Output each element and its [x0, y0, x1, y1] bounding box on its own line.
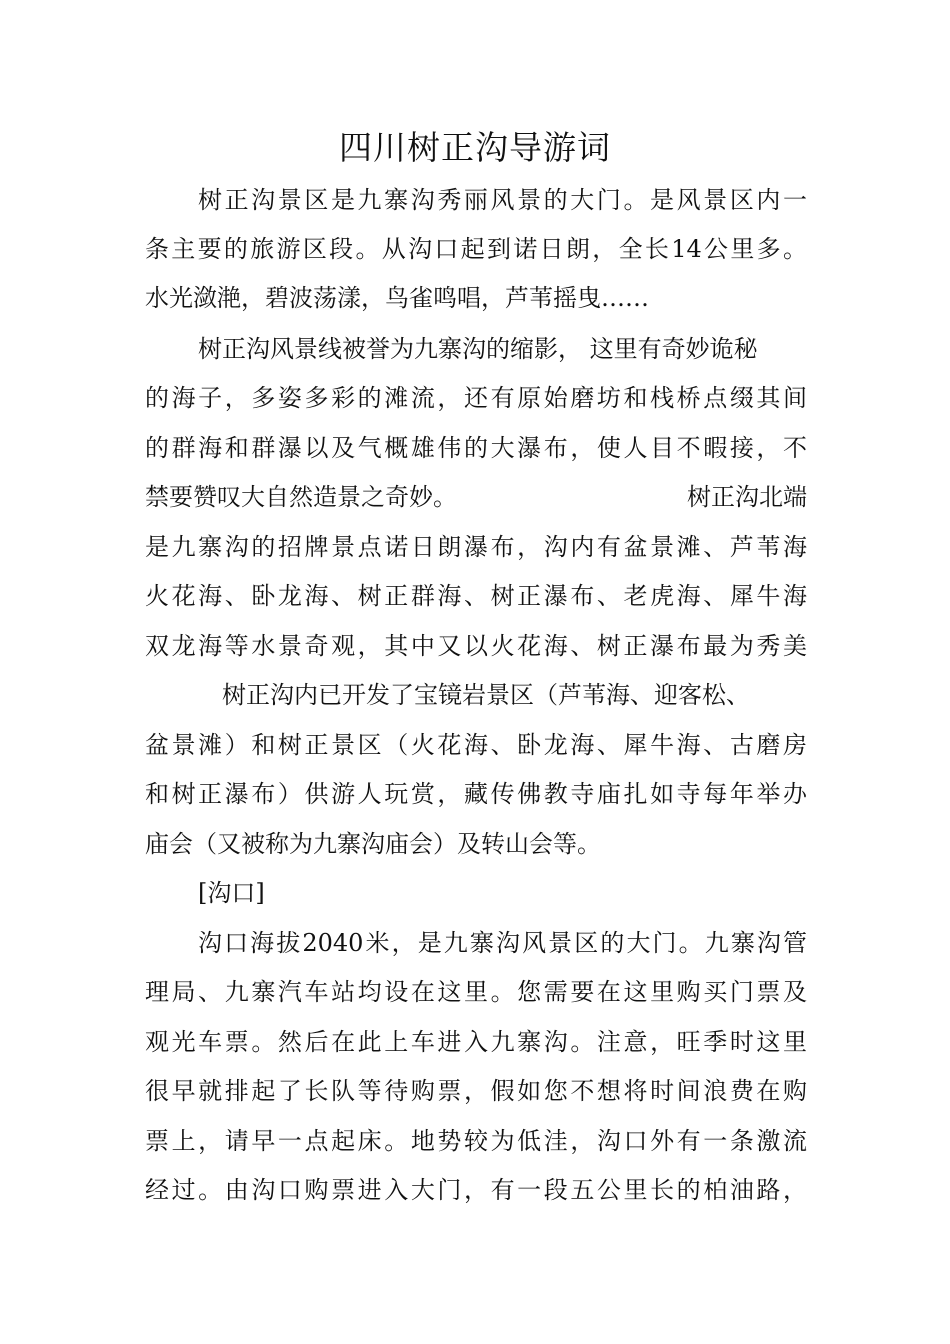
paragraph-line: 是九寨沟的招牌景点诺日朗瀑布，沟内有盆景滩、芦苇海 — [145, 533, 807, 561]
paragraph-line: 票上，请早一点起床。地势较为低洼，沟口外有一条激流 — [145, 1127, 807, 1155]
paragraph-line: 观光车票。然后在此上车进入九寨沟。注意，旺季时这里 — [145, 1028, 807, 1056]
paragraph-line: 沟口海拔2040米，是九寨沟风景区的大门。九寨沟管 — [198, 929, 807, 957]
paragraph-line: 盆景滩）和树正景区（火花海、卧龙海、犀牛海、古磨房 — [145, 731, 807, 759]
paragraph-line: 树正沟内已开发了宝镜岩景区（芦苇海、迎客松、 — [222, 681, 750, 709]
paragraph-line: 树正沟景区是九寨沟秀丽风景的大门。是风景区内一 — [198, 186, 807, 214]
paragraph-line: 经过。由沟口购票进入大门，有一段五公里长的柏油路， — [145, 1176, 807, 1204]
paragraph-line: 的海子，多姿多彩的滩流，还有原始磨坊和栈桥点缀其间 — [145, 384, 807, 412]
paragraph-line: 庙会（又被称为九寨沟庙会）及转山会等。 — [145, 830, 601, 858]
paragraph-line: 条主要的旅游区段。从沟口起到诺日朗，全长14公里多。 — [145, 235, 807, 263]
paragraph-line: 理局、九寨汽车站均设在这里。您需要在这里购买门票及 — [145, 978, 807, 1006]
paragraph-line: 禁要赞叹大自然造景之奇妙。 — [145, 483, 457, 511]
paragraph-line: 树正沟北端 — [687, 483, 807, 511]
paragraph-line: 的群海和群瀑以及气概雄伟的大瀑布，使人目不暇接，不 — [145, 434, 807, 462]
paragraph-line: 火花海、卧龙海、树正群海、树正瀑布、老虎海、犀牛海 — [145, 582, 807, 610]
paragraph-line: 双龙海等水景奇观，其中又以火花海、树正瀑布最为秀美 — [145, 632, 807, 660]
paragraph-line: 很早就排起了长队等待购票，假如您不想将时间浪费在购 — [145, 1077, 807, 1105]
paragraph-line: 水光潋滟，碧波荡漾，鸟雀鸣唱，芦苇摇曳…… — [145, 284, 649, 312]
document-title: 四川树正沟导游词 — [339, 128, 611, 167]
section-heading: [沟口] — [198, 879, 265, 907]
paragraph-line: 树正沟风景线被誉为九寨沟的缩影， 这里有奇妙诡秘 — [198, 335, 758, 363]
paragraph-line: 和树正瀑布）供游人玩赏，藏传佛教寺庙扎如寺每年举办 — [145, 780, 807, 808]
